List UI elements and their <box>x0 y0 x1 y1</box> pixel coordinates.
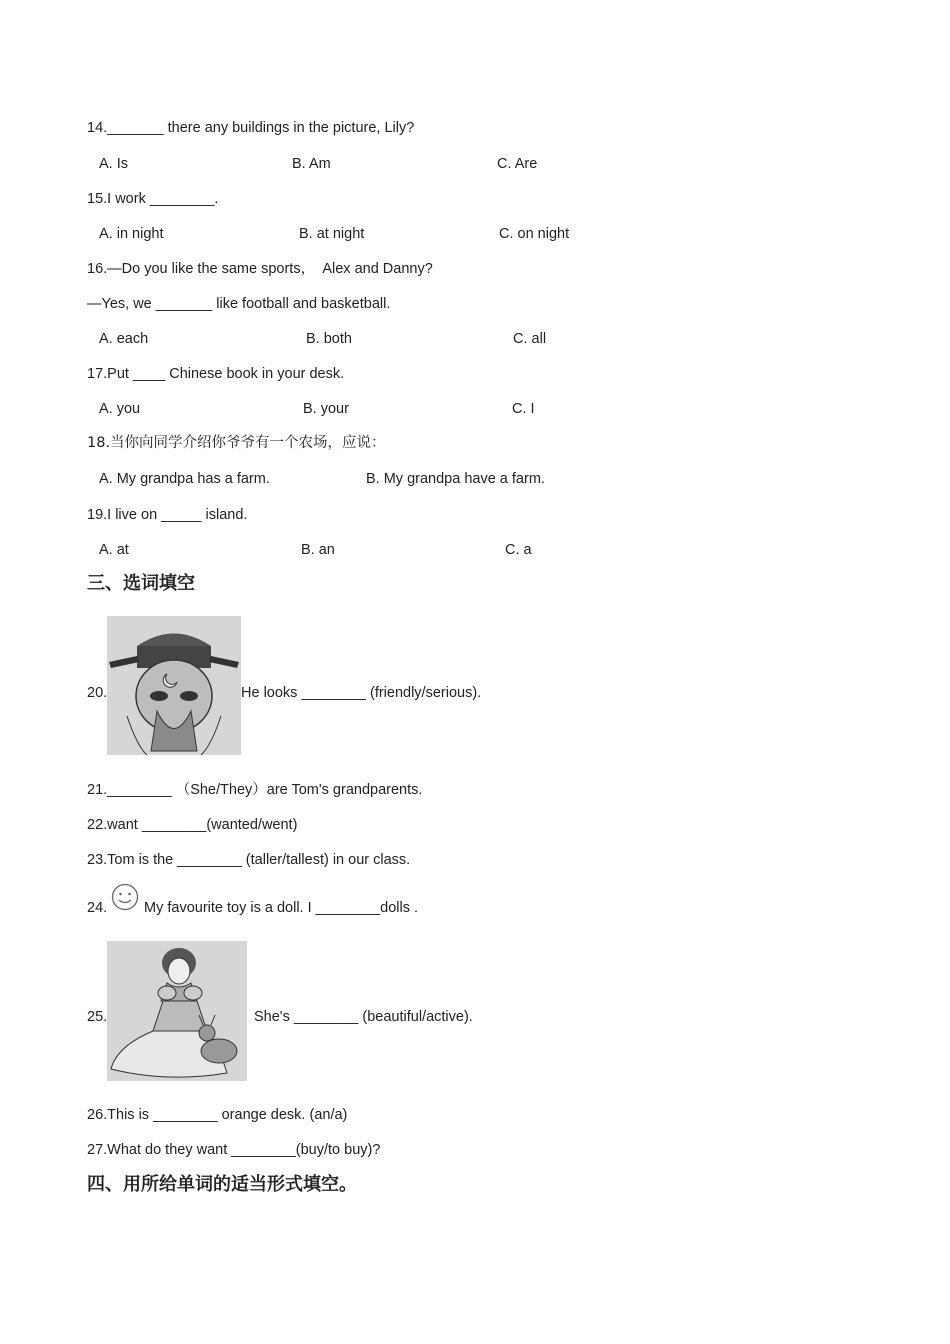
question-19-option-a: A. at <box>99 542 129 558</box>
question-24-number: 24. <box>87 900 108 916</box>
question-14-stem: 14._______ there any buildings in the picture, Lily? <box>87 120 415 136</box>
question-27: 27.What do they want ________(buy/to buy)? <box>87 1142 381 1158</box>
question-16-option-a: A. each <box>99 331 149 347</box>
question-18-stem: 18.当你向同学介绍你爷爷有一个农场，应说： <box>87 435 386 451</box>
question-25-number: 25. <box>87 1009 108 1025</box>
question-17-option-a: A. you <box>99 401 141 417</box>
question-24-text: My favourite toy is a doll. I ________dolls . <box>144 900 419 916</box>
question-18-option-a: A. My grandpa has a farm. <box>99 471 270 487</box>
question-14-option-b: B. Am <box>292 156 331 172</box>
question-16-option-c: C. all <box>513 331 547 347</box>
smiley-face-icon <box>111 883 139 911</box>
question-26: 26.This is ________ orange desk. (an/a) <box>87 1107 348 1123</box>
question-25-text: She's ________ (beautiful/active). <box>254 1009 473 1025</box>
question-15-stem: 15.I work ________. <box>87 191 219 207</box>
question-21: 21.________ （She/They）are Tom's grandparents. <box>87 782 423 798</box>
section-3-title: 三、选词填空 <box>87 573 195 594</box>
question-16-stem-reply: —Yes, we _______ like football and basketball. <box>87 296 391 312</box>
question-19-option-b: B. an <box>301 542 335 558</box>
question-20-number: 20. <box>87 685 108 701</box>
question-15-option-b: B. at night <box>299 226 365 242</box>
question-17-stem: 17.Put ____ Chinese book in your desk. <box>87 366 345 382</box>
question-16-stem: 16.—Do you like the same sports， Alex and Danny? <box>87 261 433 277</box>
question-17-option-c: C. I <box>512 401 535 417</box>
question-15-option-c: C. on night <box>499 226 570 242</box>
question-20-text: He looks ________ (friendly/serious). <box>241 685 482 701</box>
question-15-option-a: A. in night <box>99 226 164 242</box>
question-19-option-c: C. a <box>505 542 532 558</box>
question-23: 23.Tom is the ________ (taller/tallest) in our class. <box>87 852 411 868</box>
question-19-stem: 19.I live on _____ island. <box>87 507 248 523</box>
section-4-title: 四、用所给单词的适当形式填空。 <box>87 1174 357 1195</box>
question-16-option-b: B. both <box>306 331 352 347</box>
question-22: 22.want ________(wanted/went) <box>87 817 298 833</box>
question-14-option-c: C. Are <box>497 156 538 172</box>
opera-mask-face-image <box>107 616 241 755</box>
princess-with-deer-image <box>107 941 247 1081</box>
question-18-option-b: B. My grandpa have a farm. <box>366 471 545 487</box>
question-14-option-a: A. Is <box>99 156 129 172</box>
question-17-option-b: B. your <box>303 401 349 417</box>
